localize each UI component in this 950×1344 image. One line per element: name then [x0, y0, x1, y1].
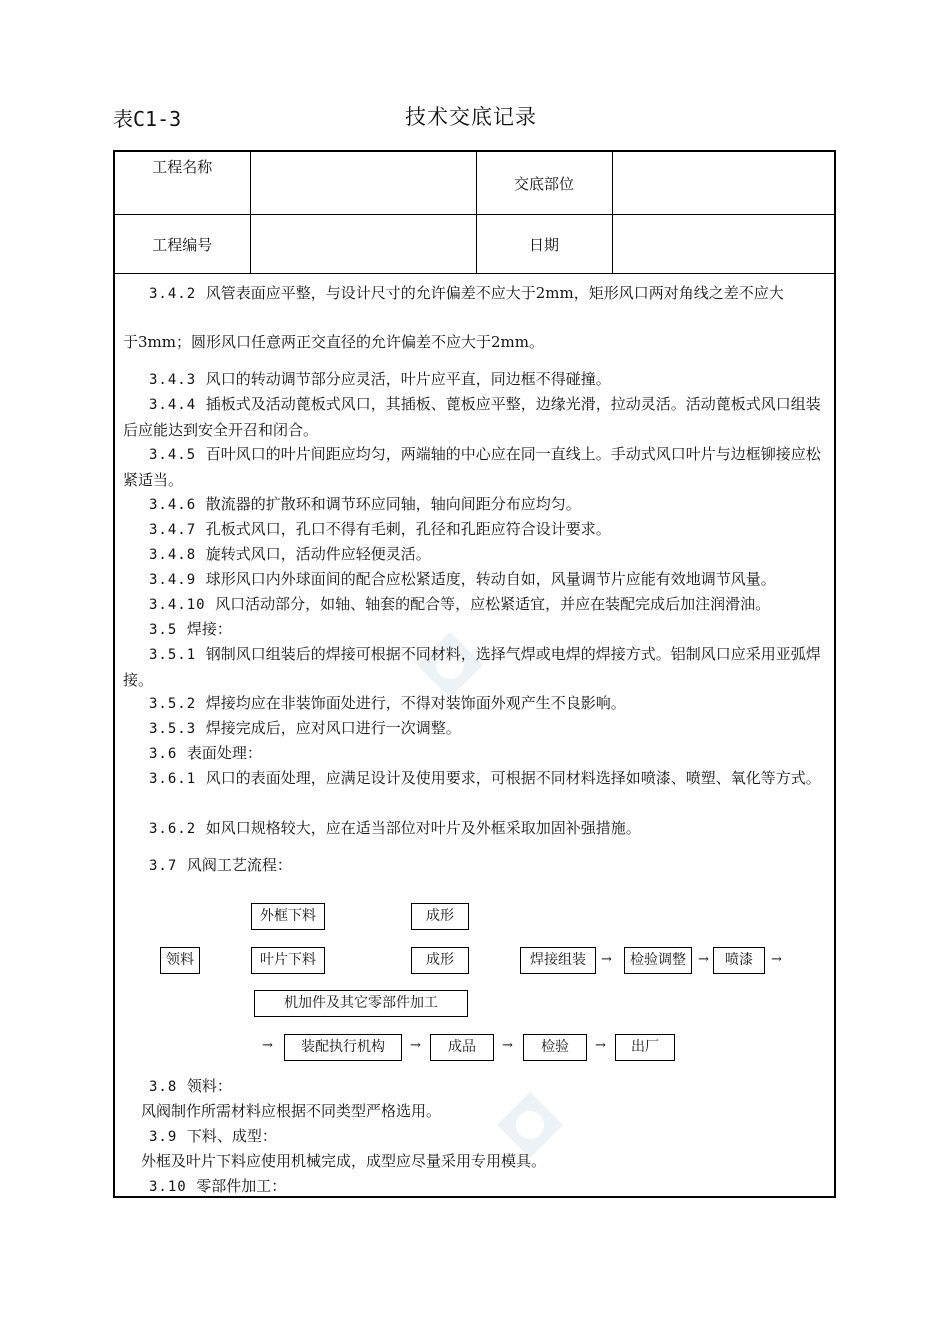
- flow-material: 领料: [160, 947, 200, 974]
- flow-weld-assembly: 焊接组装: [520, 947, 596, 974]
- flow-inspect-adjust: 检验调整: [624, 947, 692, 974]
- form-code: 表C1-3: [113, 107, 182, 131]
- clause-paragraph: 3.4.5 百叶风口的叶片间距应均匀，两端轴的中心应在同一直线上。手动式风口叶片与边框铆接应松紧适当。: [123, 445, 821, 489]
- flow-arrow: →: [410, 1038, 421, 1053]
- flow-paint: 喷漆: [713, 947, 765, 974]
- info-table: [115, 152, 834, 274]
- date-field[interactable]: [612, 215, 834, 274]
- clause-paragraph: 3.5.2 焊接均应在非装饰面处进行，不得对装饰面外观产生不良影响。: [149, 694, 626, 712]
- section-heading: 3.5 焊接：: [149, 620, 232, 638]
- clause-paragraph: 3.4.9 球形风口内外球面间的配合应松紧适度，转动自如，风量调节片应能有效地调节风量。: [149, 570, 776, 588]
- location-field[interactable]: [612, 152, 834, 215]
- location-label: 交底部位: [476, 152, 612, 215]
- flow-inspect: 检验: [523, 1034, 587, 1061]
- project-no-label: 工程编号: [115, 215, 250, 274]
- section-heading: 3.9 下料、成型：: [149, 1127, 277, 1145]
- clause-paragraph: 3.4.10 风口活动部分，如轴、轴套的配合等，应松紧适宜，并应在装配完成后加注润滑油。: [149, 595, 771, 613]
- clause-paragraph: 3.5.1 钢制风口组装后的焊接可根据不同材料，选择气焊或电焊的焊接方式。铝制风口应采用亚弧焊接。: [123, 645, 821, 689]
- clause-paragraph: 3.6.2 如风口规格较大，应在适当部位对叶片及外框采取加固补强措施。: [149, 819, 641, 837]
- flow-arrow: →: [698, 952, 709, 967]
- clause-paragraph: 3.4.6 散流器的扩散环和调节环应同轴，轴向间距分布应均匀。: [149, 495, 581, 513]
- clause-paragraph: 3.4.2 风管表面应平整，与设计尺寸的允许偏差不应大于2mm，矩形风口两对角线之差不应大: [149, 284, 784, 302]
- project-name-label: 工程名称: [115, 152, 250, 215]
- clause-paragraph: 3.4.7 孔板式风口，孔口不得有毛刺，孔径和孔距应符合设计要求。: [149, 520, 611, 538]
- flow-blade-cut: 叶片下料: [251, 947, 325, 974]
- section-heading: 3.10 零部件加工：: [149, 1177, 287, 1195]
- section-heading: 3.7 风阀工艺流程：: [149, 856, 292, 874]
- project-name-field[interactable]: [250, 152, 476, 215]
- clause-paragraph: 3.4.4 插板式及活动蓖板式风口，其插板、蓖板应平整，边缘光滑，拉动灵活。活动蓖板式风口组装后应能达到安全开召和闭合。: [123, 395, 821, 439]
- flow-arrow: →: [262, 1038, 273, 1053]
- content-body: [115, 270, 834, 1200]
- flow-blade-form: 成形: [411, 947, 469, 974]
- flow-assemble-actuator: 装配执行机构: [284, 1034, 402, 1061]
- flow-arrow: →: [502, 1038, 513, 1053]
- flow-parts-machining: 机加件及其它零部件加工: [254, 990, 468, 1017]
- clause-paragraph: 于3mm；圆形风口任意两正交直径的允许偏差不应大于2mm。: [123, 333, 544, 351]
- record-form: [113, 150, 836, 1198]
- flow-arrow: →: [771, 952, 782, 967]
- date-label: 日期: [476, 215, 612, 274]
- section-heading: 3.6 表面处理：: [149, 744, 262, 762]
- clause-paragraph: 3.4.8 旋转式风口，活动件应轻便灵活。: [149, 545, 431, 563]
- info-row: [115, 152, 834, 215]
- section-heading: 3.8 领料：: [149, 1077, 232, 1095]
- document-title: 技术交底记录: [405, 105, 537, 129]
- clause-paragraph: 3.6.1 风口的表面处理，应满足设计及使用要求，可根据不同材料选择如喷漆、喷塑、氧化等方式。: [149, 769, 821, 787]
- project-no-field[interactable]: [250, 215, 476, 274]
- flow-frame-form: 成形: [411, 903, 469, 930]
- clause-paragraph: 3.5.3 焊接完成后，应对风口进行一次调整。: [149, 719, 461, 737]
- clause-paragraph: 3.4.3 风口的转动调节部分应灵活，叶片应平直，同边框不得碰撞。: [149, 370, 611, 388]
- flow-arrow: →: [595, 1038, 606, 1053]
- clause-paragraph: 外框及叶片下料应使用机械完成，成型应尽量采用专用模具。: [141, 1152, 547, 1170]
- info-row: [115, 215, 834, 274]
- clause-paragraph: 风阀制作所需材料应根据不同类型严格选用。: [141, 1102, 442, 1120]
- flow-arrow: →: [601, 952, 612, 967]
- flow-frame-cut: 外框下料: [251, 903, 325, 930]
- flow-ship: 出厂: [615, 1034, 675, 1061]
- flow-product: 成品: [430, 1034, 494, 1061]
